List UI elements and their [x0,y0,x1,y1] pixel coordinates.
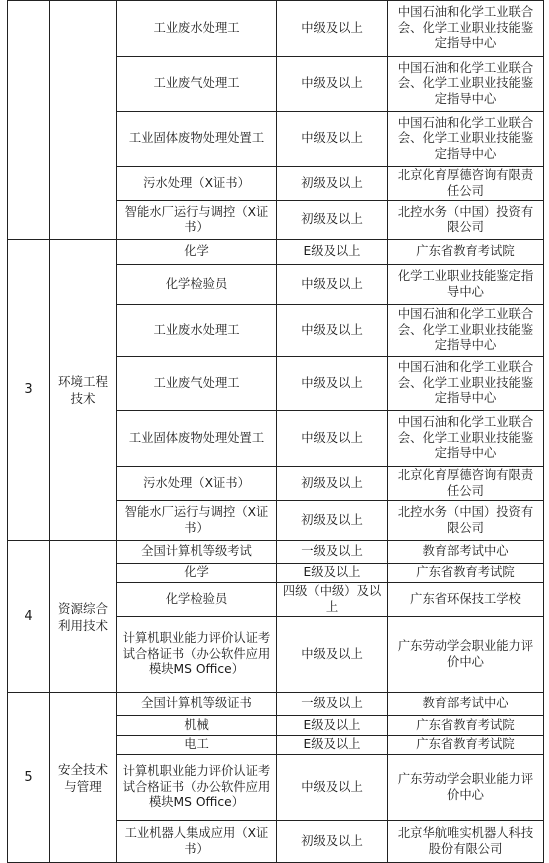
issuer-cell: 广东省教育考试院 [388,240,544,265]
table-row [8,693,544,716]
certificate-name-cell: 电工 [117,736,277,755]
level-cell: E级及以上 [277,736,388,755]
certificate-name-cell: 化学检验员 [117,583,277,617]
certificate-name-cell: 工业废气处理工 [117,357,277,411]
level-cell: 初级及以上 [277,467,388,501]
issuer-cell: 广东省教育考试院 [388,736,544,755]
issuer-cell: 广东劳动学会职业能力评价中心 [388,617,544,693]
issuer-cell: 广东省教育考试院 [388,716,544,736]
major-name-cell: 资源综合利用技术 [50,541,117,693]
serial-number-cell: 3 [8,240,50,541]
table-row [8,240,544,265]
certificate-name-cell: 机械 [117,716,277,736]
serial-number-cell: 4 [8,541,50,693]
certificate-name-cell: 全国计算机等级证书 [117,693,277,716]
issuer-cell: 中国石油和化学工业联合会、化学工业职业技能鉴定指导中心 [388,112,544,167]
certificate-name-cell: 化学 [117,240,277,265]
issuer-cell: 中国石油和化学工业联合会、化学工业职业技能鉴定指导中心 [388,411,544,467]
level-cell: 四级（中级）及以上 [277,583,388,617]
level-cell: 中级及以上 [277,265,388,305]
certificate-name-cell: 工业机器人集成应用（X证书） [117,821,277,863]
certificate-table-body [8,1,544,863]
level-cell: 一级及以上 [277,541,388,564]
level-cell: 中级及以上 [277,411,388,467]
certificate-name-cell: 污水处理（X证书） [117,467,277,501]
level-cell: 中级及以上 [277,305,388,357]
certificate-name-cell: 智能水厂运行与调控（X证书） [117,201,277,240]
issuer-cell: 中国石油和化学工业联合会、化学工业职业技能鉴定指导中心 [388,305,544,357]
issuer-cell: 中国石油和化学工业联合会、化学工业职业技能鉴定指导中心 [388,357,544,411]
certificate-name-cell: 智能水厂运行与调控（X证书） [117,501,277,541]
level-cell: 中级及以上 [277,617,388,693]
issuer-cell: 广东省环保技工学校 [388,583,544,617]
certificate-name-cell: 计算机职业能力评价认证考试合格证书（办公软件应用模块MS Office） [117,617,277,693]
level-cell: 中级及以上 [277,57,388,112]
level-cell: 中级及以上 [277,357,388,411]
level-cell: 初级及以上 [277,501,388,541]
table-row [8,541,544,564]
certificate-name-cell: 化学 [117,564,277,583]
certificate-name-cell: 化学检验员 [117,265,277,305]
major-name-cell [50,1,117,240]
certificate-name-cell: 工业固体废物处理处置工 [117,112,277,167]
level-cell: E级及以上 [277,716,388,736]
issuer-cell: 北控水务（中国）投资有限公司 [388,201,544,240]
certificate-name-cell: 污水处理（X证书） [117,167,277,201]
certificate-name-cell: 工业废水处理工 [117,305,277,357]
serial-number-cell: 5 [8,693,50,863]
certificate-name-cell: 计算机职业能力评价认证考试合格证书（办公软件应用模块MS Office） [117,755,277,821]
issuer-cell: 化学工业职业技能鉴定指导中心 [388,265,544,305]
issuer-cell: 教育部考试中心 [388,693,544,716]
certificate-name-cell: 全国计算机等级考试 [117,541,277,564]
certificate-table [7,0,544,863]
issuer-cell: 中国石油和化学工业联合会、化学工业职业技能鉴定指导中心 [388,1,544,57]
issuer-cell: 北京化育厚德咨询有限责任公司 [388,167,544,201]
certificate-name-cell: 工业固体废物处理处置工 [117,411,277,467]
issuer-cell: 中国石油和化学工业联合会、化学工业职业技能鉴定指导中心 [388,57,544,112]
issuer-cell: 北控水务（中国）投资有限公司 [388,501,544,541]
level-cell: 中级及以上 [277,112,388,167]
level-cell: E级及以上 [277,564,388,583]
level-cell: 中级及以上 [277,1,388,57]
issuer-cell: 北京化育厚德咨询有限责任公司 [388,467,544,501]
level-cell: 初级及以上 [277,167,388,201]
level-cell: 中级及以上 [277,755,388,821]
level-cell: 初级及以上 [277,821,388,863]
issuer-cell: 教育部考试中心 [388,541,544,564]
issuer-cell: 广东劳动学会职业能力评价中心 [388,755,544,821]
issuer-cell: 北京华航唯实机器人科技股份有限公司 [388,821,544,863]
certificate-name-cell: 工业废水处理工 [117,1,277,57]
certificate-name-cell: 工业废气处理工 [117,57,277,112]
serial-number-cell [8,1,50,240]
table-row [8,1,544,57]
level-cell: 一级及以上 [277,693,388,716]
major-name-cell: 安全技术与管理 [50,693,117,863]
level-cell: 初级及以上 [277,201,388,240]
level-cell: E级及以上 [277,240,388,265]
issuer-cell: 广东省教育考试院 [388,564,544,583]
major-name-cell: 环境工程技术 [50,240,117,541]
